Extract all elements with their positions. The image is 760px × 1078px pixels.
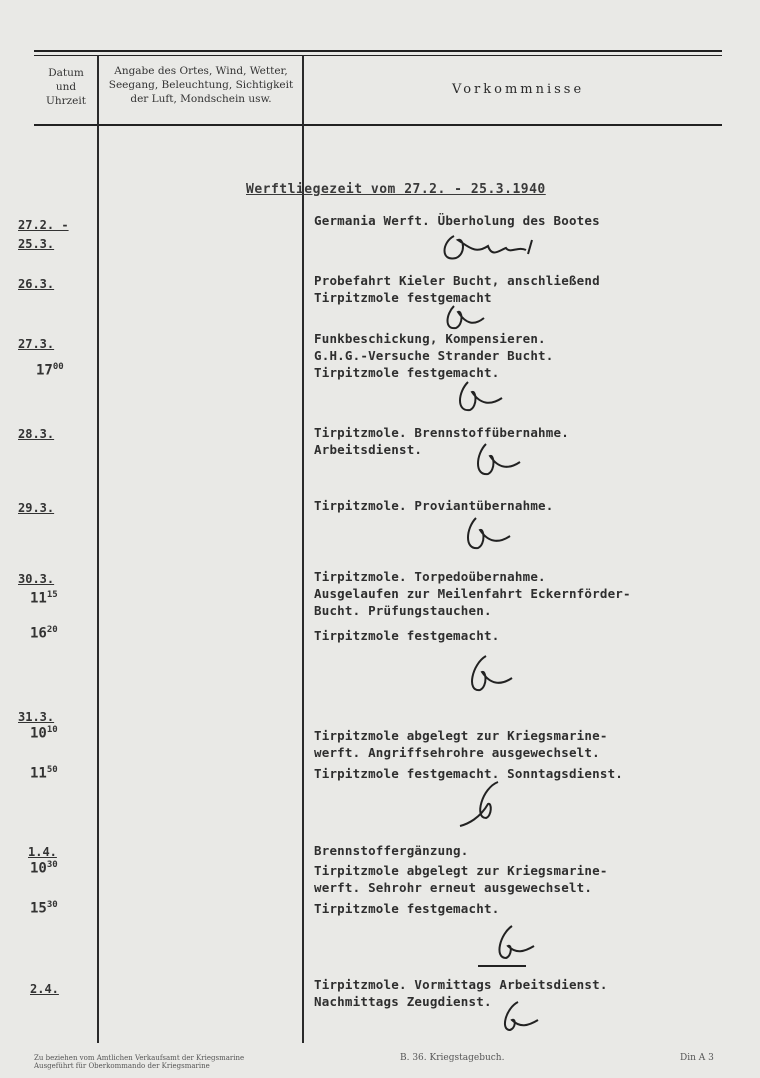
signature-mark — [452, 378, 512, 418]
entry-line: Germania Werft. Überholung des Bootes — [314, 213, 600, 228]
entry-line: werft. Sehrohr erneut ausgewechselt. — [314, 880, 593, 895]
entry-line: Tirpitzmole abgelegt zur Kriegsmarine- — [314, 863, 608, 878]
signature-mark — [468, 440, 528, 484]
entry-text — [314, 842, 608, 917]
signature-mark — [472, 922, 542, 972]
header-place-line-1: Angabe des Ortes, Wind, Wetter, — [114, 65, 288, 77]
entry-text — [314, 568, 631, 644]
column-divider-2 — [302, 55, 304, 1043]
entry-date: 27.2. - — [18, 218, 69, 232]
entry-line: Arbeitsdienst. — [314, 442, 423, 457]
entry-line: Tirpitzmole festgemacht. Sonntagsdienst. — [314, 766, 624, 781]
entry-line: Tirpitzmole festgemacht. — [314, 365, 500, 380]
entry-line: G.H.G.-Versuche Strander Bucht. — [314, 348, 554, 363]
signature-mark — [436, 228, 556, 268]
header-place-line-3: der Luft, Mondschein usw. — [130, 93, 272, 105]
signature-mark — [452, 778, 522, 834]
entry-date: 27.3. — [18, 337, 55, 351]
entry-time: $11^{50}$ — [30, 765, 58, 782]
entry-time: $15^{30}$ — [30, 900, 58, 917]
entry-date: 1.4. — [28, 845, 57, 859]
signature-mark — [456, 652, 516, 704]
entry-date: 30.3. — [18, 572, 55, 586]
footer-paper-size: Din A 3 — [680, 1053, 714, 1063]
entry-time: $10^{30}$ — [30, 860, 58, 877]
header-date-line: Datum — [48, 67, 84, 79]
entry-text — [314, 330, 554, 381]
entry-line: Ausgelaufen zur Meilenfahrt Eckernförder- — [314, 586, 631, 601]
footer-imprint-line-2: Ausgeführt für Oberkommando der Kriegsmarine — [34, 1062, 210, 1070]
top-rule-thin — [34, 55, 722, 56]
entry-time: $16^{20}$ — [30, 625, 58, 642]
time-minutes: 10 — [46, 725, 58, 735]
time-minutes: 50 — [46, 765, 58, 775]
entry-date: 31.3. — [18, 710, 55, 724]
entry-date: 26.3. — [18, 277, 55, 291]
header-place-weather — [100, 64, 302, 106]
entry-date: 2.4. — [30, 982, 59, 996]
footer-imprint-line-1: Zu beziehen vom Amtlichen Verkaufsamt der Kriegsmarine — [34, 1054, 245, 1062]
entry-line: Brennstoffergänzung. — [314, 843, 469, 858]
header-events: Vorkommnisse — [452, 82, 585, 97]
time-minutes: 30 — [46, 860, 58, 870]
entry-date-end: 25.3. — [18, 237, 55, 251]
signature-mark — [456, 514, 516, 558]
entry-line: Nachmittags Zeugdienst. — [314, 994, 492, 1009]
entry-line: Tirpitzmole festgemacht — [314, 290, 492, 305]
time-minutes: 00 — [52, 362, 64, 372]
entry-line: Tirpitzmole festgemacht. — [314, 628, 500, 643]
entry-text — [314, 424, 569, 458]
footer-imprint — [34, 1054, 364, 1070]
entry-line: Funkbeschickung, Kompensieren. — [314, 331, 546, 346]
entry-line: Tirpitzmole festgemacht. — [314, 901, 500, 916]
section-heading: Werftliegezeit vom 27.2. - 25.3.1940 — [246, 182, 546, 197]
entry-date: 29.3. — [18, 501, 55, 515]
entry-text — [314, 976, 608, 1010]
entry-line: Tirpitzmole. Brennstoffübernahme. — [314, 425, 569, 440]
footer-form-id: B. 36. Kriegstagebuch. — [400, 1053, 505, 1063]
entry-text — [314, 272, 600, 306]
entry-time: $17^{00}$ — [36, 362, 64, 379]
entry-line: Tirpitzmole. Torpedoübernahme. — [314, 569, 546, 584]
header-time-line: Uhrzeit — [46, 95, 86, 107]
entry-line: werft. Angriffsehrohre ausgewechselt. — [314, 745, 600, 760]
entry-text — [314, 727, 623, 782]
entry-line: Tirpitzmole. Proviantübernahme. — [314, 498, 554, 513]
entry-line: Tirpitzmole. Vormittags Arbeitsdienst. — [314, 977, 608, 992]
entry-time: $10^{10}$ — [30, 725, 58, 742]
entry-line: Tirpitzmole abgelegt zur Kriegsmarine- — [314, 728, 608, 743]
entry-line: Probefahrt Kieler Bucht, anschließend — [314, 273, 600, 288]
column-divider-1 — [97, 55, 99, 1043]
entry-date: 28.3. — [18, 427, 55, 441]
header-date-time — [36, 66, 96, 108]
header-und-line: und — [55, 81, 77, 93]
signature-mark — [484, 998, 544, 1042]
header-bottom-rule — [34, 124, 722, 126]
time-minutes: 30 — [46, 900, 58, 910]
entry-text — [314, 497, 554, 514]
entry-line: Bucht. Prüfungstauchen. — [314, 603, 492, 618]
time-minutes: 20 — [46, 625, 58, 635]
entry-text — [314, 212, 600, 229]
time-minutes: 15 — [46, 590, 58, 600]
top-rule — [34, 50, 722, 52]
entry-time: $11^{15}$ — [30, 590, 58, 607]
header-place-line-2: Seegang, Beleuchtung, Sichtigkeit — [108, 79, 294, 91]
